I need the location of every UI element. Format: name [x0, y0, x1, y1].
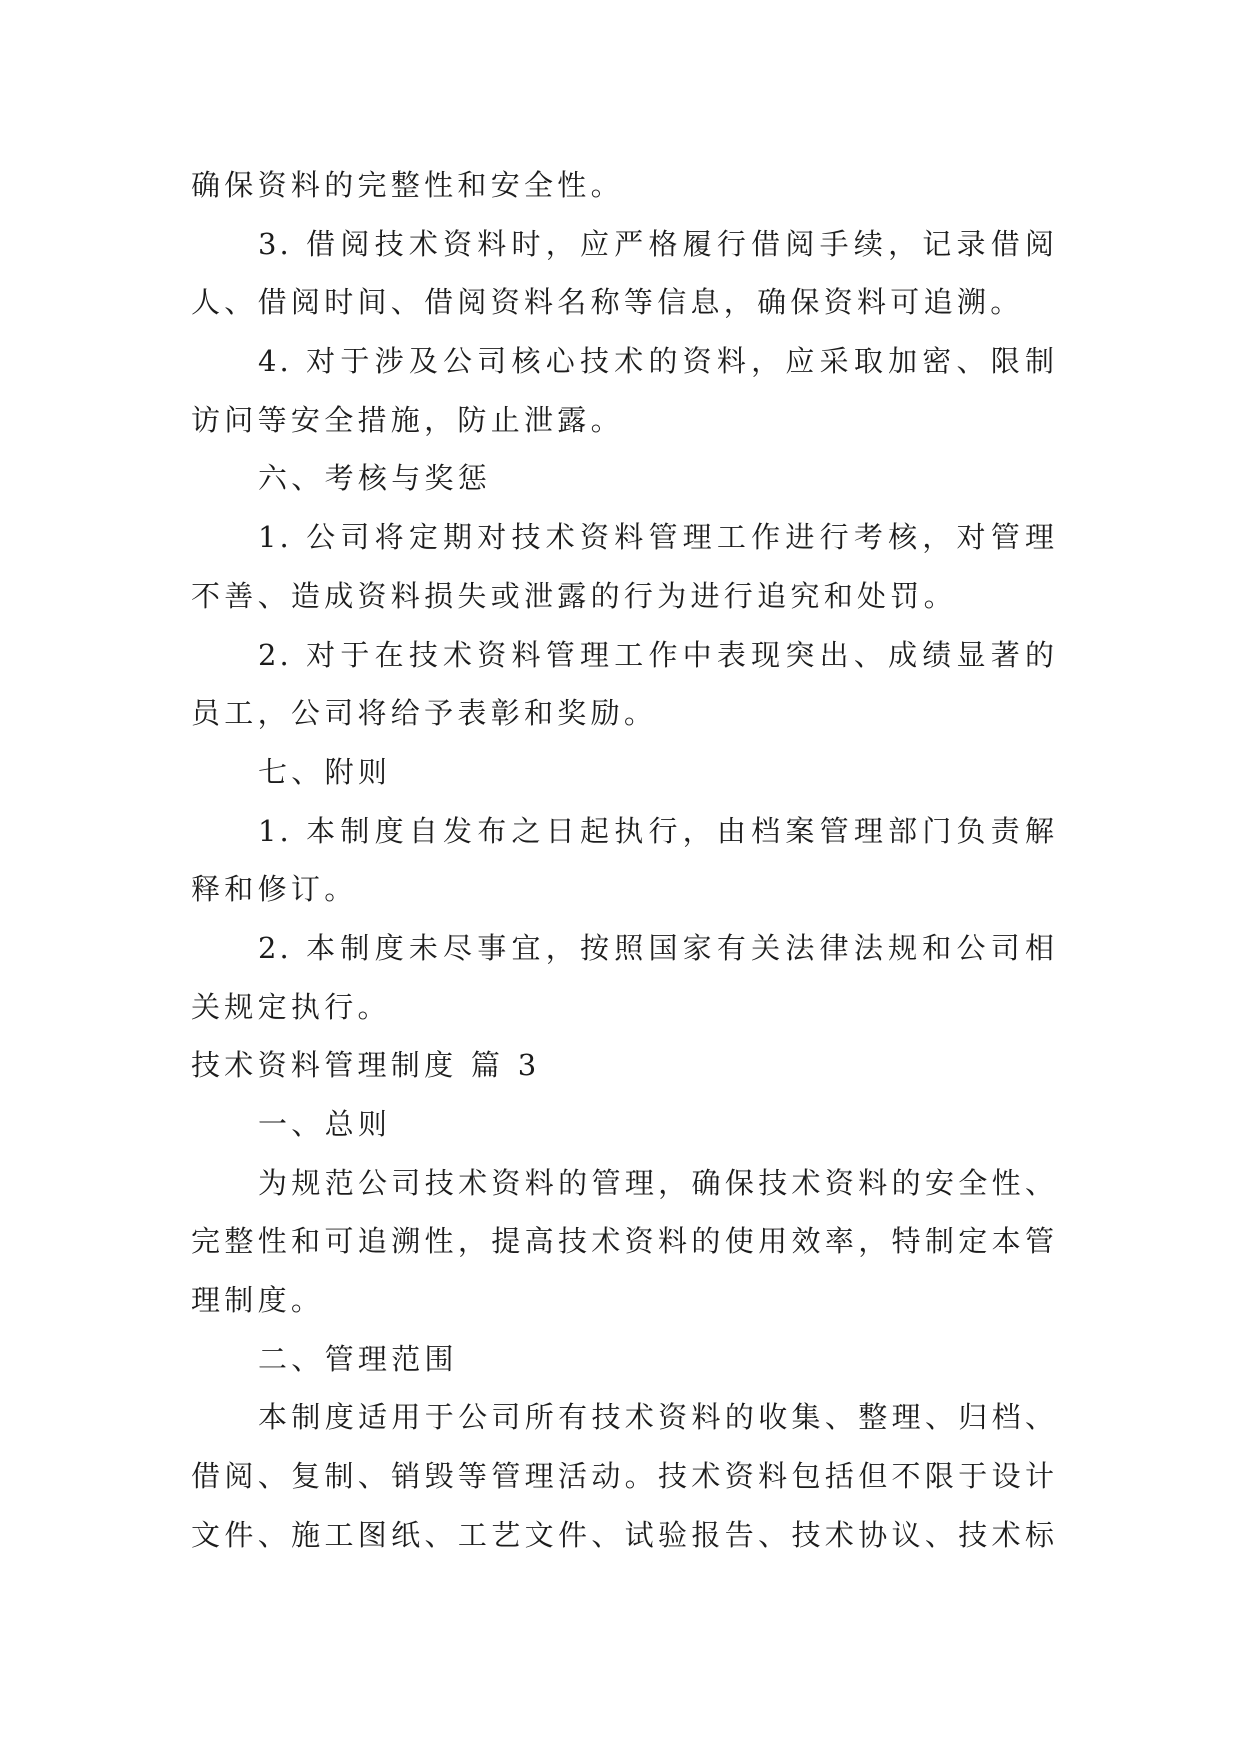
- paragraph-line: 2. 对于在技术资料管理工作中表现突出、成绩显著的: [258, 637, 1057, 672]
- paragraph-line: 1. 本制度自发布之日起执行，由档案管理部门负责解: [258, 813, 1057, 848]
- numbered-paragraph: [191, 919, 1057, 1036]
- paragraph-line: 借阅、复制、销毁等管理活动。技术资料包括但不限于设计: [191, 1459, 1057, 1494]
- paragraph-line: 本制度适用于公司所有技术资料的收集、整理、归档、: [258, 1400, 1057, 1435]
- article-title: [191, 1036, 1057, 1095]
- section-heading-text: 六、考核与奖惩: [258, 461, 492, 496]
- section-heading-text: 一、总则: [258, 1107, 392, 1141]
- numbered-paragraph: [191, 215, 1057, 332]
- numbered-paragraph: [191, 802, 1057, 919]
- section-heading-text: 七、附则: [258, 754, 392, 789]
- section-heading-text: 二、管理范围: [258, 1341, 458, 1376]
- paragraph-line: 员工，公司将给予表彰和奖励。: [191, 696, 658, 731]
- paragraph-line: 不善、造成资料损失或泄露的行为进行追究和处罚。: [191, 578, 957, 613]
- paragraph-line: 1. 公司将定期对技术资料管理工作进行考核，对管理: [258, 520, 1057, 555]
- paragraph-line: 文件、施工图纸、工艺文件、试验报告、技术协议、技术标: [191, 1517, 1057, 1552]
- body-paragraph: [191, 1388, 1057, 1564]
- numbered-paragraph: [191, 332, 1057, 449]
- article-title-text: 技术资料管理制度 篇 3: [191, 1048, 541, 1083]
- paragraph-line: 关规定执行。: [191, 989, 391, 1024]
- paragraph-line: 人、借阅时间、借阅资料名称等信息，确保资料可追溯。: [191, 285, 1024, 320]
- paragraph-line: 释和修订。: [191, 872, 358, 907]
- paragraph-line: 访问等安全措施，防止泄露。: [191, 402, 624, 437]
- paragraph-line: 2. 本制度未尽事宜，按照国家有关法律法规和公司相: [258, 930, 1057, 965]
- section-heading: [191, 1330, 1057, 1389]
- numbered-paragraph: [191, 508, 1057, 625]
- section-heading: [191, 449, 1057, 508]
- paragraph-line: 为规范公司技术资料的管理，确保技术资料的安全性、: [258, 1165, 1057, 1200]
- paragraph-line: 4. 对于涉及公司核心技术的资料，应采取加密、限制: [258, 344, 1057, 379]
- paragraph-line: 完整性和可追溯性，提高技术资料的使用效率，特制定本管: [191, 1224, 1057, 1259]
- paragraph-line: 确保资料的完整性和安全性。: [191, 168, 624, 202]
- section-heading: [191, 1095, 1057, 1154]
- body-paragraph: [191, 1154, 1057, 1330]
- paragraph-line: 3. 借阅技术资料时，应严格履行借阅手续，记录借阅: [258, 226, 1057, 261]
- numbered-paragraph: [191, 626, 1057, 743]
- paragraph-line: 理制度。: [191, 1283, 325, 1318]
- document-body: [191, 156, 1057, 1565]
- paragraph-continuation: [191, 156, 1057, 215]
- section-heading: [191, 743, 1057, 802]
